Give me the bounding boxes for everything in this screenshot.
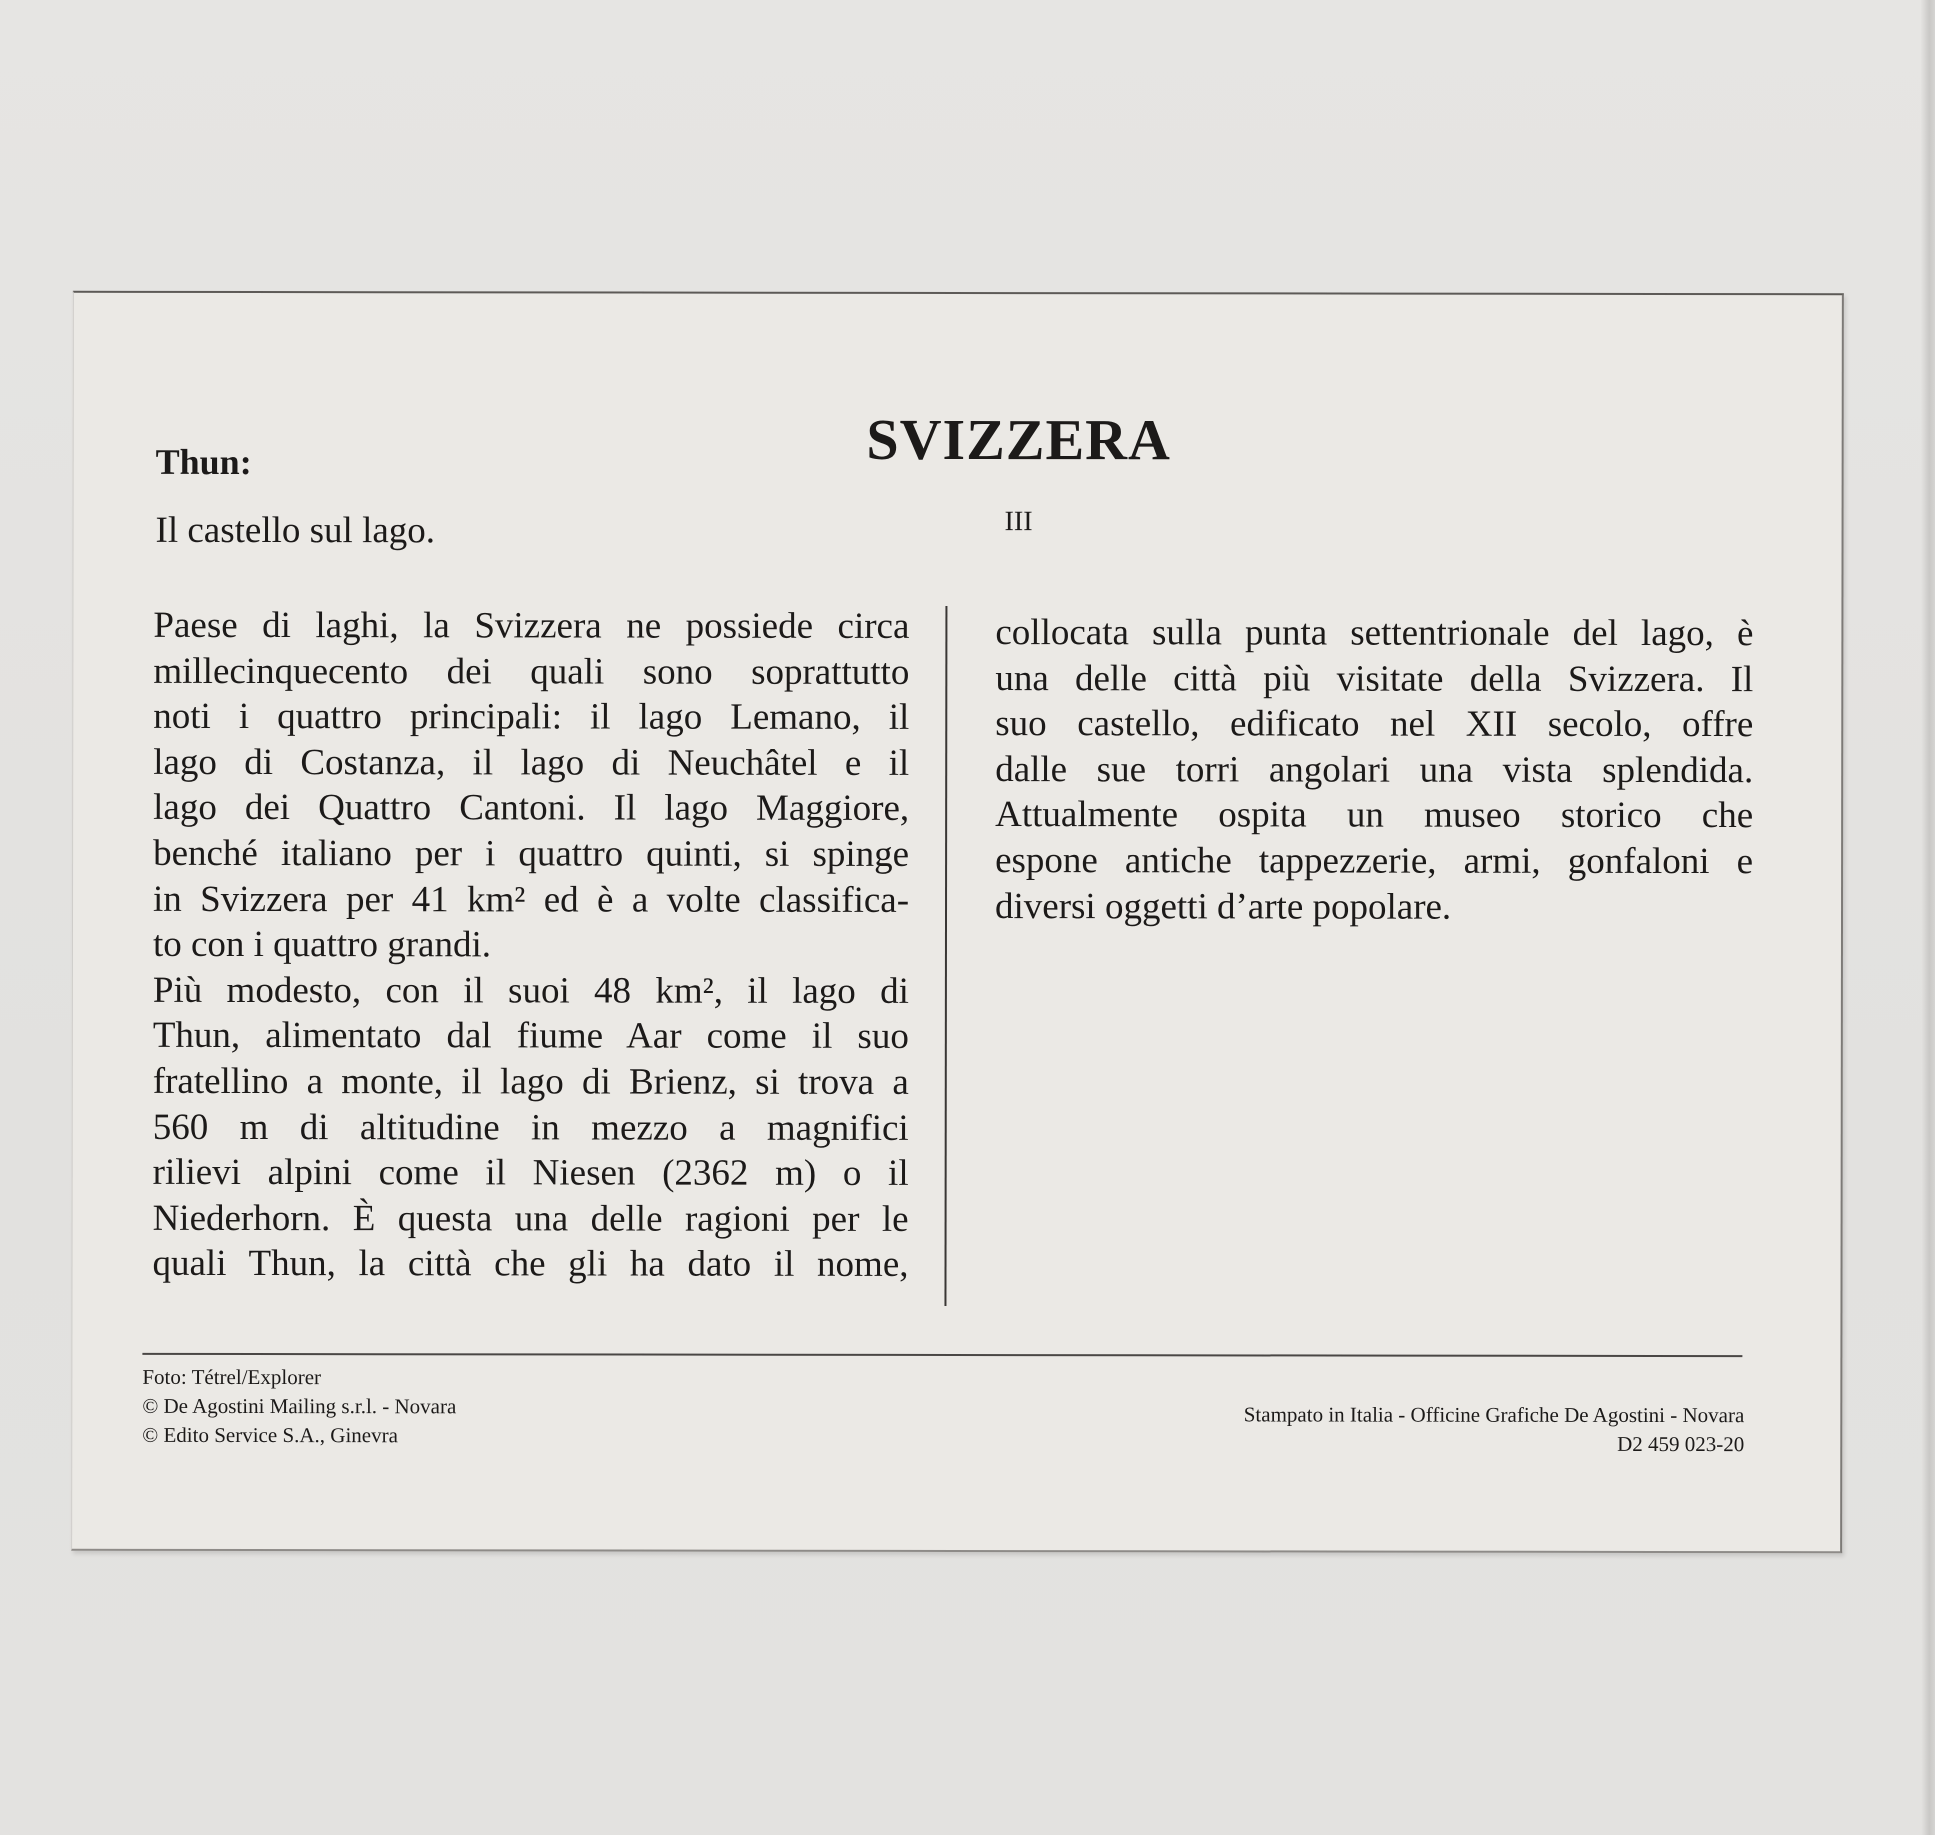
text-line: in Svizzera per 41 km² ed è a volte classifica-: [153, 878, 910, 921]
scan-edge-shadow: [1921, 0, 1935, 1835]
text-line: millecinquecento dei quali sono soprattutto: [153, 650, 910, 693]
text-line: fratellino a monte, il lago di Brienz, si trova a: [152, 1060, 909, 1103]
text-line: Niederhorn. È questa una delle ragioni per le: [152, 1197, 909, 1240]
text-line: suo castello, edificato nel XII secolo, offre: [995, 703, 1754, 746]
place-name: Thun:: [155, 441, 252, 483]
credit-line: Foto: Tétrel/Explorer: [142, 1364, 322, 1390]
series-number: III: [1004, 506, 1033, 538]
text-line: Thun, alimentato dal fiume Aar come il suo: [152, 1015, 909, 1058]
text-line: 560 m di altitudine in mezzo a magnifici: [152, 1106, 909, 1149]
text-line: lago dei Quattro Cantoni. Il lago Maggiore,: [153, 787, 910, 830]
printer-line: Stampato in Italia - Officine Grafiche De Agostini - Novara: [1243, 1402, 1745, 1428]
text-line: Più modesto, con il suoi 48 km², il lago di: [152, 969, 909, 1012]
text-line: collocata sulla punta settentrionale del lago, è: [995, 612, 1754, 655]
text-line: una delle città più visitate della Svizzera. Il: [995, 657, 1754, 700]
text-line: lago di Costanza, il lago di Neuchâtel e il: [153, 741, 910, 784]
print-info: [1244, 1400, 1745, 1459]
photo-credits: [142, 1363, 456, 1450]
photo-caption: Il castello sul lago.: [155, 509, 436, 552]
footer-divider: [142, 1353, 1742, 1357]
credit-line: © Edito Service S.A., Ginevra: [142, 1422, 398, 1448]
text-line: espone antiche tappezzerie, armi, gonfaloni e: [995, 840, 1754, 883]
right-text-column: [995, 610, 1753, 930]
text-line: Attualmente ospita un museo storico che: [995, 794, 1754, 837]
text-line: diversi oggetti d’arte popolare.: [994, 885, 1452, 928]
text-line: rilievi alpini come il Niesen (2362 m) o il: [152, 1152, 909, 1195]
left-text-column: [152, 603, 909, 1288]
text-line: dalle sue torri angolari una vista splendida.: [995, 748, 1754, 791]
page-title: SVIZZERA: [866, 406, 1171, 473]
text-line: noti i quattro principali: il lago Lemano, il: [153, 696, 910, 739]
text-line: Paese di laghi, la Svizzera ne possiede circa: [153, 604, 910, 647]
text-line: benché italiano per i quattro quinti, si spinge: [153, 832, 910, 875]
column-divider: [944, 606, 947, 1306]
text-line: to con i quattro grandi.: [152, 924, 492, 966]
credit-line: © De Agostini Mailing s.r.l. - Novara: [142, 1393, 457, 1419]
postcard-back: [71, 291, 1844, 1553]
product-code: D2 459 023-20: [1617, 1431, 1745, 1457]
text-line: quali Thun, la città che gli ha dato il nome,: [152, 1243, 909, 1286]
